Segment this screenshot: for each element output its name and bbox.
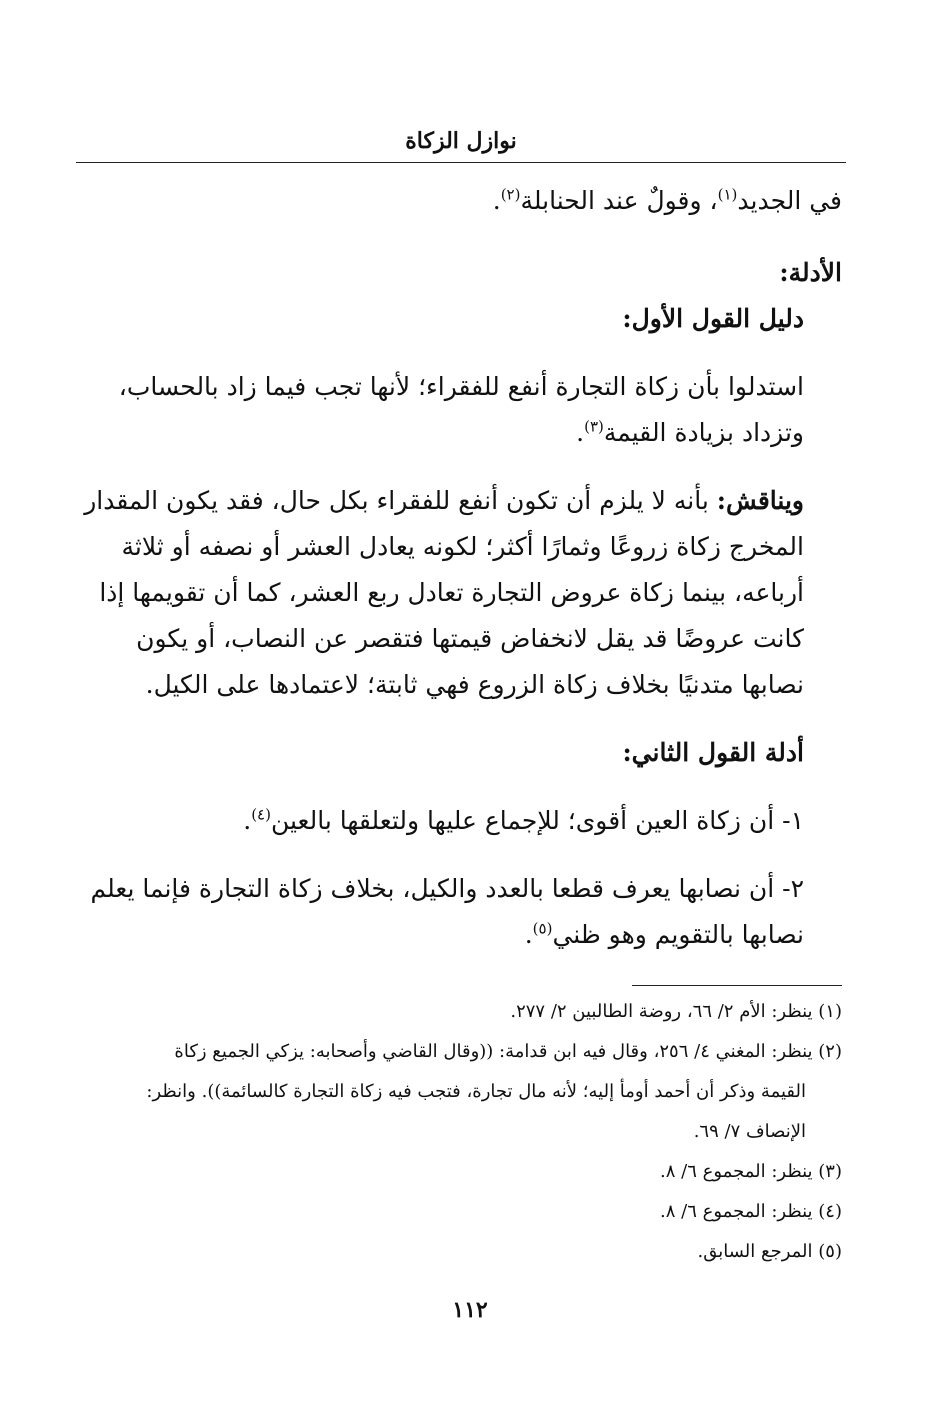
subheading-second-opinion: أدلة القول الثاني:: [622, 738, 804, 767]
section-heading-evidence: الأدلة:: [779, 258, 842, 287]
footnote-5: (٥) المرجع السابق.: [697, 1241, 842, 1262]
discussion-label: ويناقش:: [716, 486, 804, 515]
footnote-4: (٤) ينظر: المجموع ٦/ ٨.: [660, 1201, 842, 1222]
footnote-divider: [632, 985, 842, 986]
footnote-ref-4[interactable]: (٤): [251, 805, 271, 824]
footnote-ref-2[interactable]: (٢): [500, 185, 521, 204]
footnote-ref-3[interactable]: (٣): [584, 417, 604, 436]
running-header: نوازل الزكاة: [405, 128, 517, 154]
subheading-first-opinion: دليل القول الأول:: [622, 304, 804, 333]
header-divider: [76, 162, 846, 163]
footnote-ref-1[interactable]: (١): [717, 185, 738, 204]
page-number: ١١٢: [452, 1297, 488, 1323]
footnotes: [76, 992, 842, 1272]
paragraph-discussion: ويناقش: بأنه لا يلزم أن تكون أنفع للفقراء بكل حال، فقد يكون المقدار المخرج زكاة زروعًا وثمارًا أكثر؛ لكونه يعادل العشر أو نصفه أو ثلاثة أرباعه، بينما زكاة عروض التجارة تعادل ربع العشر، كما أن تقويمها إذا كانت عروضًا قد يقل لانخفاض قيمتها فتقصر عن النصاب، أو يكون نصابها متدنيًا بخلاف زكاة الزروع فهي ثابتة؛ لاعتمادها على الكيل.: [84, 486, 804, 699]
footnote-2-continued-end: الإنصاف ٧/ ٦٩.: [693, 1121, 806, 1142]
list-item-1: ١- أن زكاة العين أقوى؛ للإجماع عليها ولتعلقها بالعين$^{(٤)}$.: [243, 805, 804, 835]
paragraph-first-evidence: استدلوا بأن زكاة التجارة أنفع للفقراء؛ لأنها تجب فيما زاد بالحساب، وتزداد بزيادة القيمة$^{(٣)}$.: [118, 372, 804, 447]
footnote-2-continued: القيمة وذكر أن أحمد أومأ إليه؛ لأنه مال تجارة، فتجب فيه زكاة التجارة كالسائمة)). وانظر:: [146, 1081, 806, 1102]
footnote-1: (١) ينظر: الأم ٢/ ٦٦، روضة الطالبين ٢/ ٢٧٧.: [510, 1001, 842, 1022]
footnote-2: (٢) ينظر: المغني ٤/ ٢٥٦، وقال فيه ابن قدامة: ((وقال القاضي وأصحابه: يزكي الجميع زكاة: [174, 1041, 842, 1062]
footnote-ref-5[interactable]: (٥): [532, 919, 553, 938]
footnote-3: (٣) ينظر: المجموع ٦/ ٨.: [660, 1161, 842, 1182]
main-text: [76, 178, 842, 958]
list-item-2: ٢- أن نصابها يعرف قطعا بالعدد والكيل، بخلاف زكاة التجارة فإنما يعلم نصابها بالتقويم وهو ظني$^{(٥)}$.: [90, 874, 804, 949]
paragraph-continuation: في الجديد$^{(١)}$، وقولٌ عند الحنابلة$^{(٢)}$.: [492, 185, 842, 215]
